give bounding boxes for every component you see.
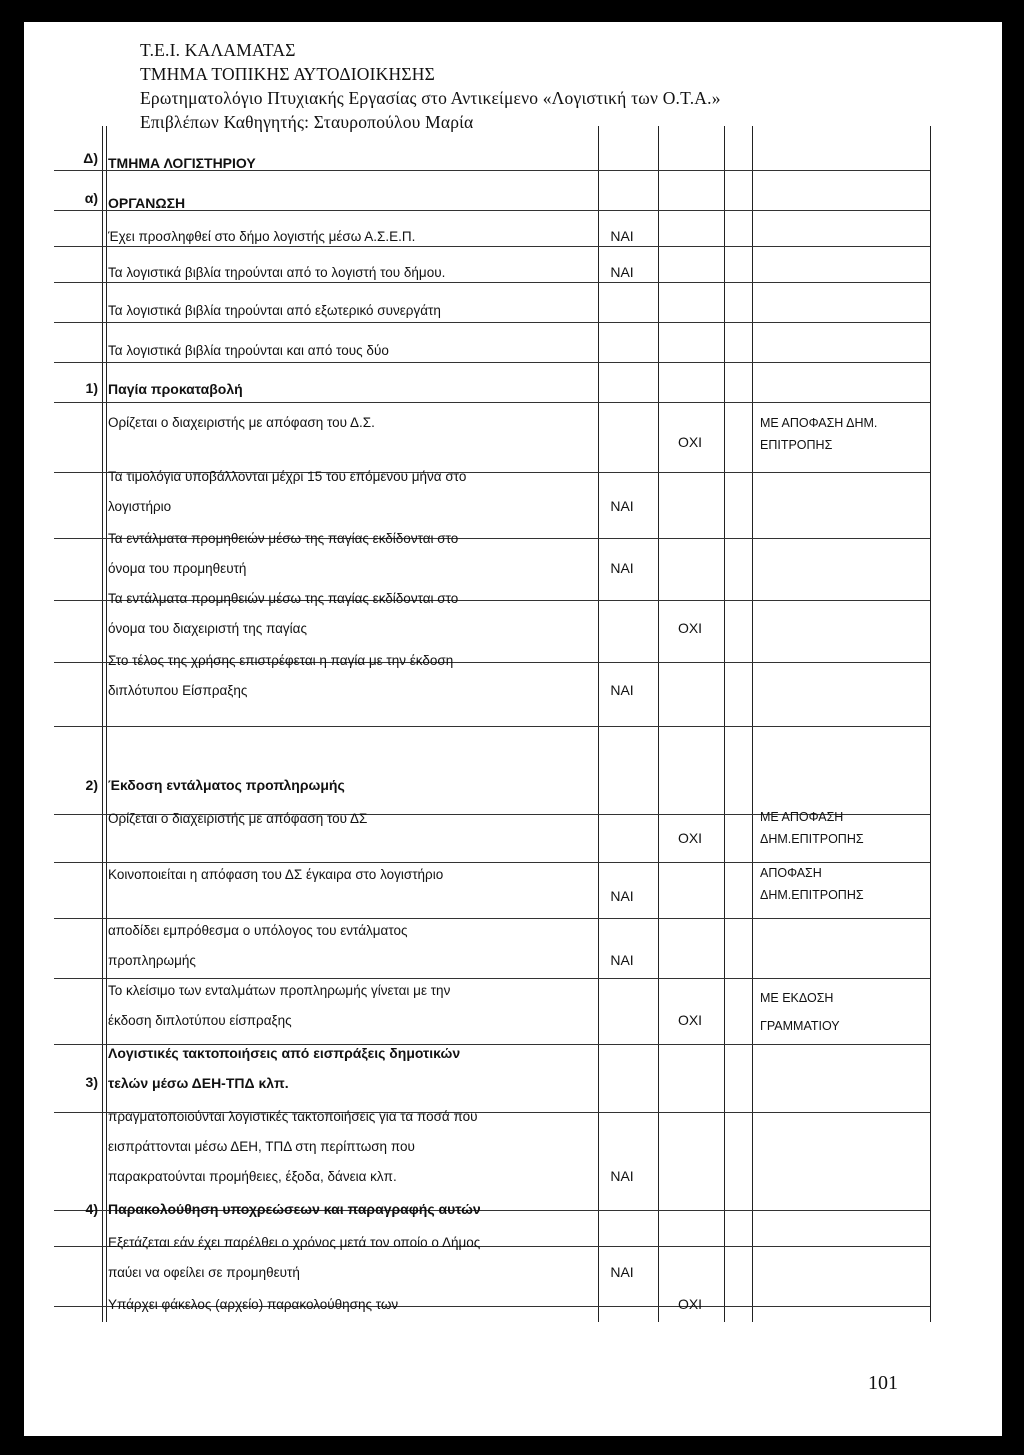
answer-yes: ΝΑΙ [610,888,634,904]
row-text: Τα λογιστικά βιβλία τηρούνται από εξωτερικό συνεργάτη [108,303,441,318]
department-name: ΤΜΗΜΑ ΤΟΠΙΚΗΣ ΑΥΤΟΔΙΟΙΚΗΣΗΣ [140,64,435,84]
answer-yes: ΝΑΙ [610,952,634,968]
row-text: Κοινοποιείται η απόφαση του ΔΣ έγκαιρα στο λογιστήριο [108,867,444,882]
row-note: ΑΠΟΦΑΣΗ ΔΗΜ.ΕΠΙΤΡΟΠΗΣ [760,866,864,902]
row-text: Υπάρχει φάκελος (αρχείο) παρακολούθησης των [108,1297,399,1312]
row-text: Εξετάζεται εάν έχει παρέλθει ο χρόνος μετά τον οποίο ο Δήμος παύει να οφείλει σε προμηθευτή [108,1235,481,1280]
answer-yes: ΝΑΙ [610,560,634,576]
page-number: 101 [868,1372,898,1394]
row-number: 4) [85,1201,98,1217]
row-divider [54,726,930,727]
row-text: Παρακολούθηση υποχρεώσεων και παραγραφής αυτών [108,1201,481,1217]
row-number: Δ) [83,150,98,166]
row-text: Το κλείσιμο των ενταλμάτων προπληρωμής γίνεται με την έκδοση διπλοτύπου είσπραξης [108,983,451,1028]
answer-yes: ΝΑΙ [610,682,634,698]
answer-no: ΟΧΙ [677,830,703,846]
row-text: Τα λογιστικά βιβλία τηρούνται από το λογιστή του δήμου. [108,265,446,280]
questionnaire-table [54,126,1002,1322]
column-divider [724,126,725,1322]
row-text: Ορίζεται ο διαχειριστής με απόφαση του ΔΣ [108,811,368,826]
row-divider [54,402,930,403]
answer-yes: ΝΑΙ [610,228,634,244]
row-note: ΜΕ ΑΠΟΦΑΣΗ ΔΗΜ.ΕΠΙΤΡΟΠΗΣ [760,810,864,846]
supervisor-line: Επιβλέπων Καθηγητής: Σταυροπούλου Μαρία [140,112,474,132]
row-text: Έχει προσληφθεί στο δήμο λογιστής μέσω Α.Σ.Ε.Π. [108,229,416,244]
institution-name: Τ.Ε.Ι. ΚΑΛΑΜΑΤΑΣ [140,40,296,60]
row-text: Τα τιμολόγια υποβάλλονται μέχρι 15 του επόμενου μήνα στο λογιστήριο [108,469,467,514]
row-number: 1) [85,380,98,396]
row-text: πραγματοποιούνται λογιστικές τακτοποιήσεις για τα ποσά που εισπράττονται μέσω ΔΕΗ, ΤΠΔ στη περίπτωση που παρακρατούνται προμήθειες, έξοδα, δάνεια κλπ. [108,1109,478,1184]
answer-no: ΟΧΙ [677,434,703,450]
row-note: ΜΕ ΕΚΔΟΣΗ ΓΡΑΜΜΑΤΙΟΥ [760,991,840,1033]
row-text: Λογιστικές τακτοποιήσεις από εισπράξεις δημοτικών τελών μέσω ΔΕΗ-ΤΠΔ κλπ. [108,1045,461,1091]
column-divider [106,126,107,1322]
row-text: Τα εντάλματα προμηθειών μέσω της παγίας εκδίδονται στο όνομα του προμηθευτή [108,531,459,576]
row-text: Τα λογιστικά βιβλία τηρούνται και από τους δύο [108,343,389,358]
column-divider [102,126,103,1322]
column-divider [752,126,753,1322]
questionnaire-title: Ερωτηματολόγιο Πτυχιακής Εργασίας στο Αντικείμενο «Λογιστική των Ο.Τ.Α.» [140,88,721,108]
row-text: ΤΜΗΜΑ ΛΟΓΙΣΤΗΡΙΟΥ [108,155,256,171]
answer-no: ΟΧΙ [677,620,703,636]
row-text: Στο τέλος της χρήσης επιστρέφεται η παγία με την έκδοση διπλότυπου Είσπραξης [108,653,454,698]
column-divider [598,126,599,1322]
row-text: Ορίζεται ο διαχειριστής με απόφαση του Δ.Σ. [108,415,375,430]
row-text: Έκδοση εντάλματος προπληρωμής [108,777,345,793]
document-header [140,38,990,134]
column-divider [658,126,659,1322]
row-number: 2) [85,777,98,793]
row-text: Τα εντάλματα προμηθειών μέσω της παγίας εκδίδονται στο όνομα του διαχειριστή της παγίας [108,591,459,636]
answer-yes: ΝΑΙ [610,1168,634,1184]
answer-yes: ΝΑΙ [610,1264,634,1280]
row-text: αποδίδει εμπρόθεσμα ο υπόλογος του εντάλματος προπληρωμής [108,923,408,968]
row-text: Παγία προκαταβολή [108,381,243,397]
answer-yes: ΝΑΙ [610,264,634,280]
answer-yes: ΝΑΙ [610,498,634,514]
answer-no: ΟΧΙ [677,1012,703,1028]
row-text: ΟΡΓΑΝΩΣΗ [108,195,186,211]
answer-no: ΟΧΙ [677,1296,703,1312]
column-divider [930,126,931,1322]
row-note: ΜΕ ΑΠΟΦΑΣΗ ΔΗΜ. ΕΠΙΤΡΟΠΗΣ [760,416,878,452]
document-page [24,22,1002,1436]
row-number: 3) [85,1074,98,1090]
row-number: α) [84,190,98,206]
